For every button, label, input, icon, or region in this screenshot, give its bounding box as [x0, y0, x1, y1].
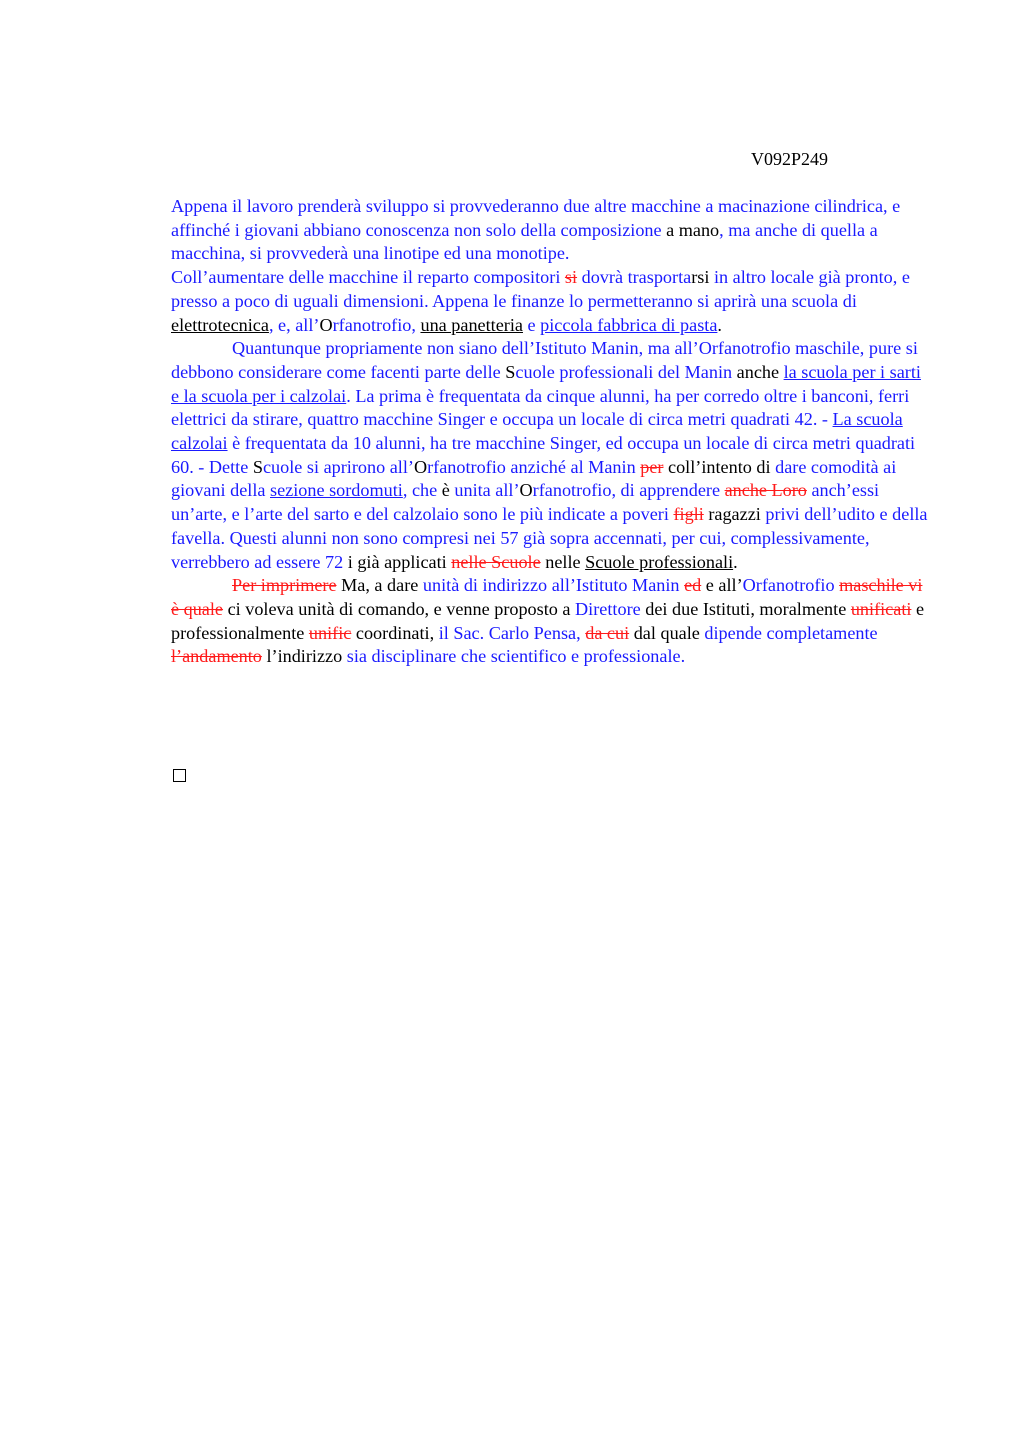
- deleted-text: da cui: [585, 622, 630, 643]
- text-run: cuole si aprirono all’: [262, 456, 414, 477]
- underlined-text: la scuola per i sarti e la scuola per i calzolai: [171, 361, 921, 406]
- deleted-text: unificati: [850, 598, 912, 619]
- text-run: Coll’aumentare delle macchine il reparto compositori: [171, 267, 565, 288]
- text-run: Ma, a dare: [336, 575, 423, 596]
- text-run: è: [441, 480, 450, 501]
- deleted-text: ed: [684, 575, 702, 596]
- underlined-text: Scuole professionali: [585, 551, 734, 572]
- text-run: S: [252, 456, 263, 477]
- page-identifier: V092P249: [751, 149, 829, 169]
- text-run: anche: [736, 361, 780, 382]
- text-run: rfanotrofio,: [332, 314, 421, 335]
- text-run: , che: [402, 480, 442, 501]
- text-run: coordinati,: [351, 622, 439, 643]
- text-run: unita all’: [449, 480, 520, 501]
- text-run: privi dell’udito e della favella. Questi alunni non sono compresi nei 57 già sopra accennati, per cui, complessivamente, verrebbero ad essere 72: [171, 504, 928, 572]
- text-run: i già applicati: [347, 551, 452, 572]
- underlined-text: La scuola calzolai: [171, 409, 903, 454]
- text-run: e: [522, 314, 541, 335]
- text-run: O: [319, 314, 333, 335]
- text-run: unità di indirizzo all’Istituto Manin: [422, 575, 685, 596]
- text-run: dei due Istituti, moralmente: [640, 598, 851, 619]
- deleted-text: l’andamento: [171, 646, 262, 667]
- text-run: coll’intento di: [663, 456, 776, 477]
- end-marker-box: [173, 769, 186, 782]
- text-run: .: [717, 314, 722, 335]
- text-run: rfanotrofio, di apprendere: [532, 480, 725, 501]
- text-run: in altro locale già pronto, e presso a poco di uguali dimensioni. Appena le finanze lo permetteranno si aprirà una scuola di: [171, 267, 910, 311]
- underlined-text: una panetteria: [420, 314, 523, 335]
- text-run: , ma anche di quella a macchina, si provvederà una linotipe ed una monotipe.: [171, 219, 878, 264]
- text-run: Orfanotrofio: [742, 575, 840, 596]
- text-run: . La prima è frequentata da cinque alunni, ha per corredo oltre i banconi, ferri elettrici da stirare, quattro macchine Singer e occupa un locale di circa metri quadrati 42. -: [171, 385, 910, 430]
- deleted-text: si: [564, 267, 578, 288]
- text-run: Appena il lavoro prenderà sviluppo si provvederanno due altre macchine a macinazione cilindrica, e affinché i giovani abbiano conoscenza non solo della composizione: [171, 196, 901, 240]
- underlined-text: elettrotecnica: [171, 314, 269, 335]
- deleted-text: anche Loro: [724, 480, 807, 501]
- text-run: l’indirizzo: [261, 646, 347, 667]
- paragraph: [171, 574, 931, 669]
- text-run: O: [519, 480, 533, 501]
- text-run: ci voleva unità di comando, e venne proposto a: [223, 598, 576, 619]
- text-run: O: [413, 456, 428, 477]
- text-run: e all’: [701, 575, 743, 596]
- text-run: dal quale: [629, 622, 705, 643]
- text-run: a mano: [666, 219, 720, 240]
- text-run: dovrà trasporta: [577, 267, 692, 288]
- deleted-text: per: [640, 456, 664, 477]
- deleted-text: figli: [673, 504, 704, 525]
- text-run: S: [505, 361, 516, 382]
- text-run: è frequentata da 10 alunni, ha tre macchine Singer, ed occupa un locale di circa metri quadrati 60. - Dette: [171, 433, 916, 477]
- text-run: , e, all’: [268, 314, 320, 335]
- text-run: .: [733, 551, 738, 572]
- body-text: [171, 195, 931, 669]
- underlined-text: piccola fabbrica di pasta: [540, 314, 718, 335]
- text-run: Quantunque propriamente non siano dell’Istituto Manin, ma all’Orfanotrofio maschile, pure si debbono considerare come facenti parte delle: [171, 338, 918, 382]
- paragraph: [171, 195, 931, 337]
- text-run: Direttore: [575, 598, 641, 619]
- text-run: dipende completamente: [704, 622, 878, 643]
- text-run: sia disciplinare che scientifico e professionale.: [346, 646, 686, 667]
- deleted-text: unific: [308, 622, 352, 643]
- text-run: e professionalmente: [171, 598, 925, 643]
- text-run: il Sac. Carlo Pensa,: [438, 622, 586, 643]
- paragraph: [171, 337, 931, 574]
- deleted-text: maschile vi è quale: [171, 575, 923, 619]
- text-run: dare comodità ai giovani della: [171, 456, 897, 501]
- underlined-text: sezione sordomuti: [270, 480, 403, 501]
- text-run: nelle: [540, 551, 586, 572]
- text-run: cuole professionali del Manin: [515, 361, 737, 382]
- text-run: rfanotrofio anziché al Manin: [427, 456, 641, 477]
- deleted-text: nelle Scuole: [451, 551, 541, 572]
- text-run: anch’essi un’arte, e l’arte del sarto e del calzolaio sono le più indicate a poveri: [171, 480, 880, 525]
- deleted-text: Per imprimere: [232, 575, 337, 596]
- text-run: rsi: [691, 267, 710, 288]
- text-run: ragazzi: [703, 504, 761, 525]
